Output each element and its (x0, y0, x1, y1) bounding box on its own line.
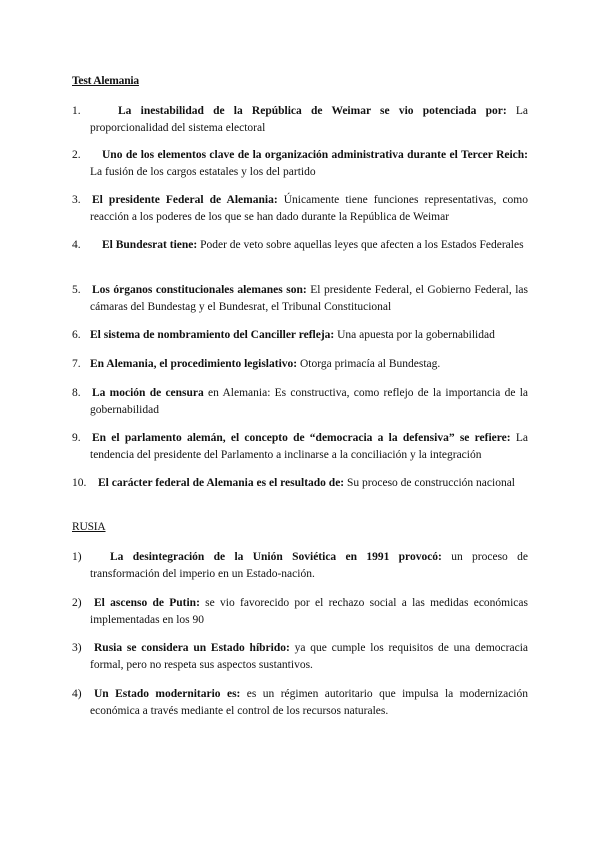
list-item (72, 549, 528, 583)
list-item (72, 147, 528, 181)
list-item (72, 103, 528, 137)
list-item (72, 356, 528, 373)
question-text: El Bundesrat tiene: (102, 239, 198, 251)
list-item (72, 640, 528, 674)
item-number: 4) (72, 688, 82, 700)
answer-text: ya que cumple los requisitos de una democracia formal, pero no respeta sus aspectos sustantivos. (90, 642, 528, 671)
item-number: 2. (72, 149, 81, 161)
list-item (72, 192, 528, 226)
item-number: 1) (72, 551, 82, 563)
answer-text: Una apuesta por la gobernabilidad (334, 329, 495, 341)
section-heading-russia: RUSIA (72, 521, 106, 533)
list-item (72, 595, 528, 629)
answer-text: Su proceso de construcción nacional (344, 477, 515, 489)
question-text: En el parlamento alemán, el concepto de “democracia a la defensiva” se refiere: (92, 432, 511, 444)
answer-text: se vio favorecido por el rechazo social a las medidas económicas implementadas en los 90 (90, 597, 528, 626)
question-text: El ascenso de Putin: (94, 597, 200, 609)
list-item (72, 282, 528, 316)
item-number: 3. (72, 194, 81, 206)
list-item (72, 475, 528, 492)
answer-text: La proporcionalidad del sistema electoral (90, 105, 528, 134)
list-item (72, 237, 528, 254)
answer-text: Poder de veto sobre aquellas leyes que afecten a los Estados Federales (197, 239, 524, 251)
answer-text: es un régimen autoritario que impulsa la modernización económica a través mediante el control de los recursos naturales. (90, 688, 528, 717)
answer-text: en Alemania: Es constructiva, como reflejo de la importancia de la gobernabilidad (90, 387, 529, 416)
item-number: 3) (72, 642, 82, 654)
item-number: 2) (72, 597, 82, 609)
question-text: Rusia se considera un Estado híbrido: (94, 642, 290, 654)
answer-text: El presidente Federal, el Gobierno Federal, las cámaras del Bundestag y el Bundesrat, el Tribunal Constitucional (90, 284, 528, 313)
answer-text: Únicamente tiene funciones representativas, como reacción a los poderes de los que se han dado durante la República de Weimar (90, 194, 528, 223)
item-number: 1. (72, 105, 81, 117)
answer-text: un proceso de transformación del imperio en un Estado-nación. (90, 551, 528, 580)
answer-text: Otorga primacía al Bundestag. (297, 358, 441, 370)
question-text: En Alemania, el procedimiento legislativo: (90, 358, 298, 370)
question-text: El carácter federal de Alemania es el resultado de: (98, 477, 345, 489)
answer-text: La tendencia del presidente del Parlamento a inclinarse a la conciliación y la integración (90, 432, 528, 461)
item-number: 10. (72, 477, 87, 489)
answer-text: La fusión de los cargos estatales y los del partido (90, 166, 316, 178)
item-number: 5. (72, 284, 81, 296)
list-item (72, 327, 528, 344)
list-item (72, 430, 528, 464)
question-text: Los órganos constitucionales alemanes son: (92, 284, 307, 296)
item-number: 6. (72, 329, 81, 341)
list-item (72, 686, 528, 720)
question-text: El sistema de nombramiento del Canciller refleja: (90, 329, 335, 341)
question-text: La inestabilidad de la República de Weimar se vio potenciada por: (118, 105, 507, 117)
question-text: La moción de censura (92, 387, 204, 399)
item-number: 9. (72, 432, 81, 444)
item-number: 4. (72, 239, 81, 251)
question-text: El presidente Federal de Alemania: (92, 194, 278, 206)
item-number: 8. (72, 387, 81, 399)
question-text: Un Estado modernitario es: (94, 688, 241, 700)
item-number: 7. (72, 358, 81, 370)
question-text: Uno de los elementos clave de la organización administrativa durante el Tercer Reich: (102, 149, 528, 161)
section-heading-germany: Test Alemania (72, 75, 139, 87)
list-item (72, 385, 528, 419)
question-text: La desintegración de la Unión Soviética en 1991 provocó: (110, 551, 442, 563)
